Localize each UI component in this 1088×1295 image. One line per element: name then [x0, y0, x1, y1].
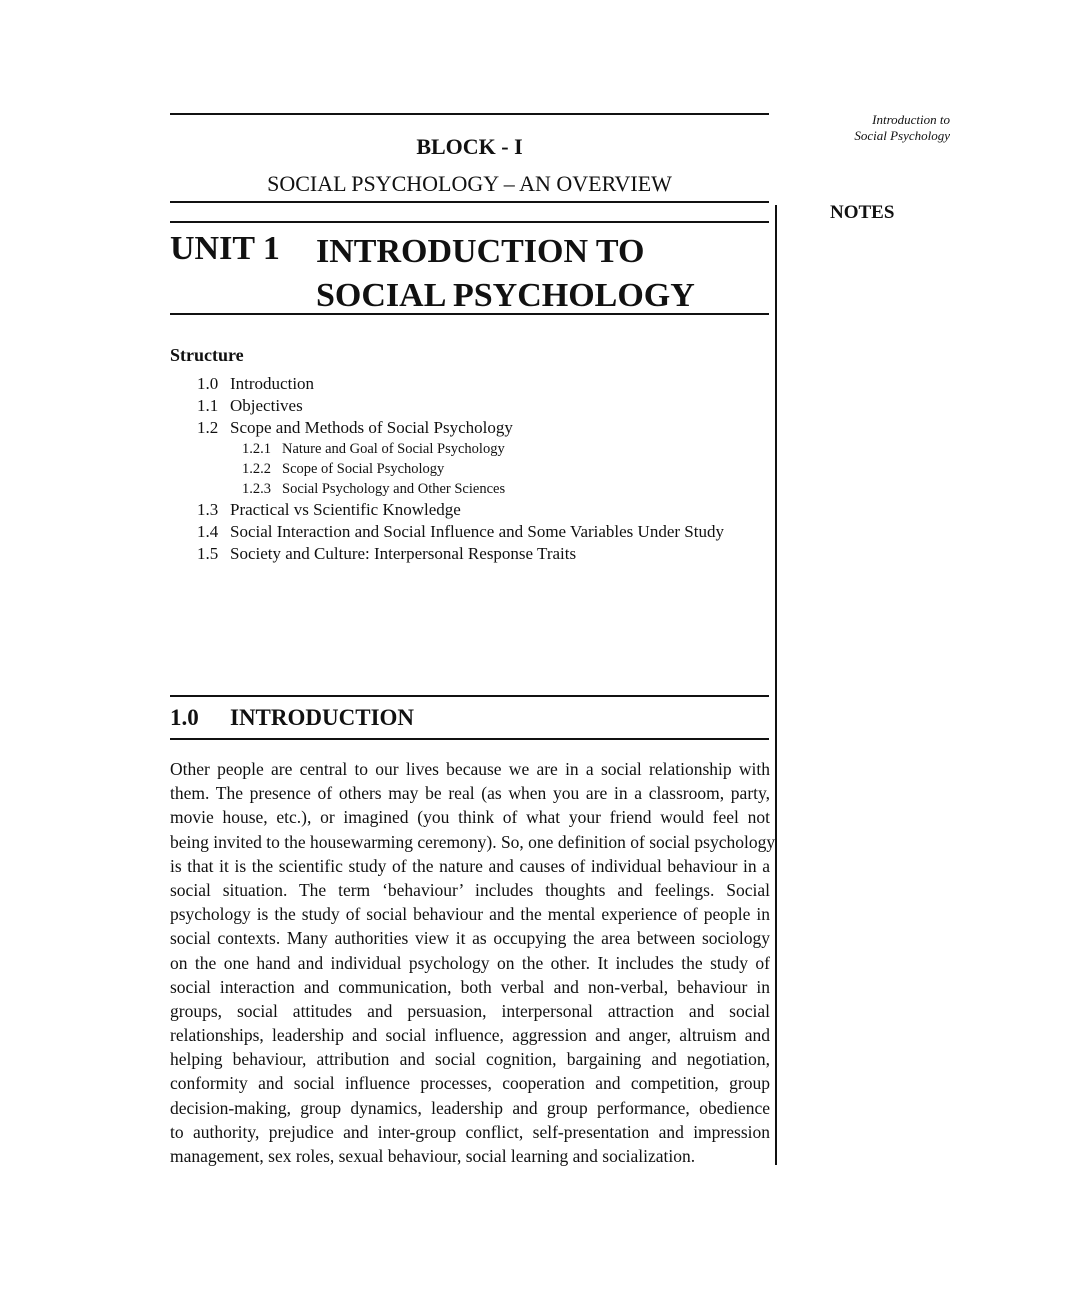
section-number: 1.0	[170, 705, 199, 730]
paragraph-line: Other people are central to our lives because we are in a social relationship with	[170, 759, 770, 779]
paragraph-line: decision-making, group dynamics, leadership and group performance, obedience	[170, 1097, 770, 1118]
paragraph-line: movie house, etc.), or imagined (you think of what your friend would feel not	[170, 807, 770, 828]
block-title: BLOCK - I	[416, 134, 523, 159]
structure-item	[197, 479, 724, 499]
introduction-paragraph	[170, 757, 776, 1168]
structure-item-number: 1.0	[197, 374, 219, 393]
structure-item	[197, 373, 724, 395]
paragraph-line: conformity and social influence processes, cooperation and competition, group	[170, 1073, 770, 1094]
structure-item-number: 1.2.1	[242, 441, 271, 457]
paragraph-line: management, sex roles, sexual behaviour, social learning and socialization.	[170, 1146, 696, 1166]
rule-section-top	[170, 695, 769, 697]
paragraph-line: helping behaviour, attribution and social cognition, bargaining and negotiation,	[170, 1049, 770, 1070]
structure-item-number: 1.2	[197, 418, 219, 437]
unit-title-line: SOCIAL PSYCHOLOGY	[316, 277, 695, 314]
structure-item-number: 1.5	[197, 544, 219, 563]
structure-item-number: 1.2.2	[242, 461, 271, 477]
unit-number: UNIT 1	[170, 230, 280, 267]
running-header	[750, 112, 950, 144]
running-header-line: Social Psychology	[854, 128, 950, 143]
paragraph-line: social situation. The term ‘behaviour’ includes thoughts and feelings. Social	[170, 879, 770, 900]
paragraph-line: psychology is the study of social behaviour and the mental experience of people in	[170, 904, 770, 925]
rule-top	[170, 113, 769, 115]
structure-item-number: 1.2.3	[242, 481, 271, 497]
paragraph-line: social interaction and communication, both verbal and non-verbal, behaviour in	[170, 976, 770, 997]
section-heading	[170, 705, 414, 731]
structure-item	[197, 459, 724, 479]
structure-item	[197, 521, 724, 543]
paragraph-line: them. The presence of others may be real (as when you are in a classroom, party,	[170, 783, 770, 804]
running-header-line: Introduction to	[872, 112, 950, 127]
rule-block-bottom	[170, 201, 769, 203]
paragraph-line: is that it is the scientific study of the nature and causes of individual behaviour in a	[170, 855, 770, 876]
paragraph-line: groups, social attitudes and persuasion, interpersonal attraction and social	[170, 1000, 770, 1021]
structure-item	[197, 499, 724, 521]
structure-item-number: 1.4	[197, 522, 219, 541]
notes-label: NOTES	[830, 202, 895, 223]
structure-item-label: Nature and Goal of Social Psychology	[282, 441, 505, 457]
paragraph-line: on the one hand and individual psychology on the other. It includes the study of	[170, 952, 770, 973]
paragraph-line: to authority, prejudice and inter-group conflict, self-presentation and impression	[170, 1121, 770, 1142]
structure-item-label: Objectives	[230, 396, 303, 415]
structure-item-number: 1.1	[197, 396, 219, 415]
structure-item	[197, 439, 724, 459]
notes-margin-divider	[775, 205, 777, 1165]
structure-item-label: Society and Culture: Interpersonal Response Traits	[230, 544, 577, 563]
structure-item-label: Introduction	[230, 374, 315, 393]
structure-item-label: Scope and Methods of Social Psychology	[230, 418, 513, 437]
structure-item-number: 1.3	[197, 500, 219, 519]
paragraph-line: being invited to the housewarming ceremony). So, one definition of social psychology	[170, 831, 776, 852]
structure-list	[197, 373, 724, 565]
structure-item-label: Social Interaction and Social Influence and Some Variables Under Study	[230, 522, 724, 541]
structure-item	[197, 417, 724, 439]
paragraph-line: social contexts. Many authorities view it as occupying the area between sociology	[170, 928, 770, 949]
structure-item	[197, 543, 724, 565]
structure-item-label: Social Psychology and Other Sciences	[282, 481, 506, 497]
structure-item	[197, 395, 724, 417]
structure-heading: Structure	[170, 345, 244, 365]
rule-section-bottom	[170, 738, 769, 740]
unit-title	[316, 230, 695, 318]
unit-title-line: INTRODUCTION TO	[316, 233, 645, 270]
paragraph-line: relationships, leadership and social influence, aggression and anger, altruism and	[170, 1025, 770, 1046]
section-title: INTRODUCTION	[230, 705, 415, 730]
structure-item-label: Scope of Social Psychology	[282, 461, 445, 477]
structure-item-label: Practical vs Scientific Knowledge	[230, 500, 461, 519]
block-subtitle: SOCIAL PSYCHOLOGY – AN OVERVIEW	[267, 171, 672, 196]
rule-unit-top	[170, 221, 769, 223]
